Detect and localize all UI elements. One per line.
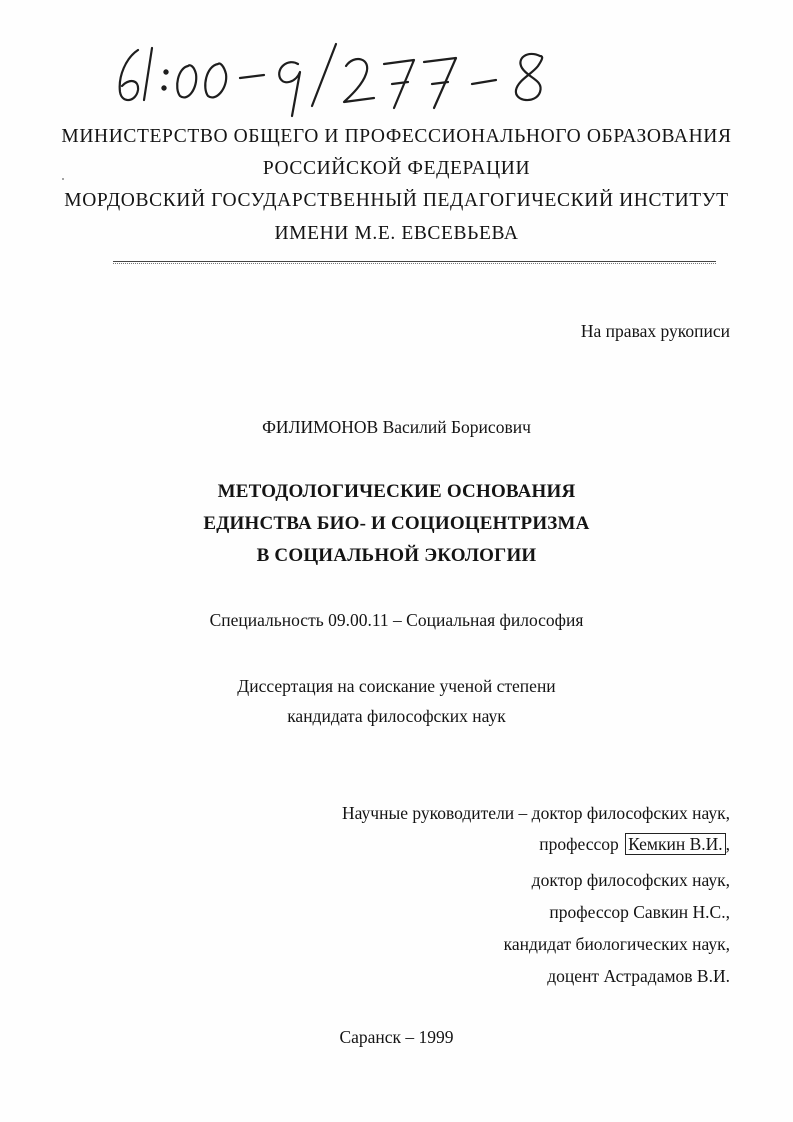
city-and-year: Саранск – 1999	[339, 1027, 454, 1047]
institute-name-line: МОРДОВСКИЙ ГОСУДАРСТВЕННЫЙ ПЕДАГОГИЧЕСКИЙ ИНСТИТУТ	[64, 190, 729, 211]
advisor-3-degree: кандидат биологических наук,	[503, 934, 730, 954]
dissertation-title-line: МЕТОДОЛОГИЧЕСКИЕ ОСНОВАНИЯ	[217, 481, 576, 502]
dissertation-title-line: В СОЦИАЛЬНОЙ ЭКОЛОГИИ	[256, 545, 537, 566]
dissertation-title-line: ЕДИНСТВА БИО- И СОЦИОЦЕНТРИЗМА	[203, 513, 590, 534]
advisor-2-name: профессор Савкин Н.С.,	[549, 902, 730, 922]
specialty-line: Специальность 09.00.11 – Социальная философия	[209, 610, 584, 630]
author-name: ФИЛИМОНОВ Василий Борисович	[262, 417, 531, 437]
advisor-1-title: профессор	[539, 834, 619, 854]
ministry-name-line: МИНИСТЕРСТВО ОБЩЕГО И ПРОФЕССИОНАЛЬНОГО ОБРАЗОВАНИЯ	[61, 126, 732, 147]
advisors-heading: Научные руководители – доктор философских наук,	[342, 803, 730, 823]
degree-statement-line: Диссертация на соискание ученой степени	[237, 676, 556, 696]
advisor-1-name-boxed: Кемкин В.И.	[625, 833, 726, 855]
manuscript-rights-note: На правах рукописи	[580, 321, 730, 341]
handwritten-archive-number	[108, 28, 568, 118]
handwritten-archive-number-drawing	[108, 28, 568, 118]
advisor-3-name: доцент Астрадамов В.И.	[547, 966, 730, 986]
advisor-2-degree: доктор философских наук,	[531, 870, 730, 890]
advisor-1-line	[539, 834, 730, 855]
degree-statement-line: кандидата философских наук	[287, 706, 506, 726]
advisor-1-comma: ,	[725, 834, 730, 854]
header-divider-shadow	[113, 263, 716, 264]
country-name-line: РОССИЙСКОЙ ФЕДЕРАЦИИ	[262, 158, 531, 179]
header-divider	[113, 261, 716, 262]
institute-namesake-line: ИМЕНИ М.Е. ЕВСЕВЬЕВА	[274, 223, 519, 244]
